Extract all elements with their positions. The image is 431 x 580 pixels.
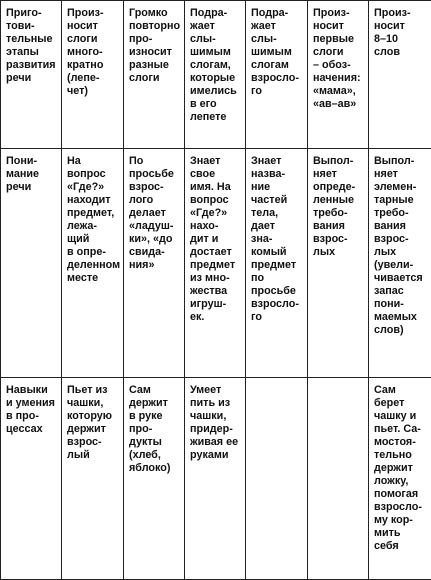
table-cell: Выпол- няет опреде- ленные требо- вания взрос- лых [308,149,369,378]
table-cell: Сам держит в руке про- дукты (хлеб, яблоко) [124,378,185,580]
row-header-cell: Пони- мание речи [1,149,62,378]
table-cell: Подра- жает слы- шимым слогам, которые имелись в его лепете [185,1,246,149]
table-cell: По просьбе взрос- лого делает «ладуш- ки», «до свида- ния» [124,149,185,378]
table-cell: Произ- носит 8–10 слов [369,1,431,149]
table-cell: Громко повторно про- износит разные слоги [124,1,185,149]
table-cell [308,378,369,580]
table-cell: Сам берет чашку и пьет. Са- мостоя- тельно держит ложку, помогая взросло- му кор- мить себя [369,378,431,580]
table-cell: На вопрос «Где?» находит предмет, лежа- щий в опре- деленном месте [62,149,124,378]
table-row [1,378,431,580]
table-row [1,149,431,378]
table-cell: Пьет из чашки, которую держит взрос- лый [62,378,124,580]
table-cell: Знает свое имя. На вопрос «Где?» нахо- дит и достает предмет из мно- жества игруш- ек. [185,149,246,378]
table-cell: Произ- носит первые слоги – обоз- начения: «мама», «ав–ав» [308,1,369,149]
row-header-cell: Навыки и умения в про- цессах [1,378,62,580]
table-cell: Выпол- няет элемен- тарные требо- вания взрос- лых (увели- чивается запас пони- маемых слов) [369,149,431,378]
table-cell: Знает назва- ние частей тела, дает зна- комый предмет по просьбе взросло- го [246,149,308,378]
table-cell: Подра- жает слы- шимым слогам взросло- го [246,1,308,149]
row-header-cell: Приго- тови- тельные этапы развития речи [1,1,62,149]
table-cell: Произ- носит слоги много- кратно (лепе- чет) [62,1,124,149]
table-cell [246,378,308,580]
table-row [1,1,431,149]
table-cell: Умеет пить из чашки, придер- живая ее руками [185,378,246,580]
